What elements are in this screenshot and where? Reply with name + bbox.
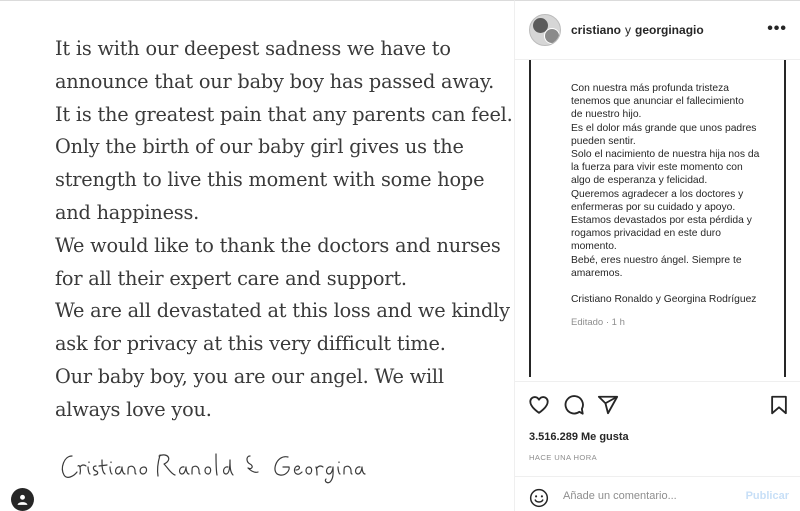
action-bar	[515, 381, 800, 425]
signature-drawing	[58, 448, 378, 484]
statement-line: Our baby boy, you are our angel. We will	[55, 364, 444, 388]
caption-signature: Cristiano Ronaldo y Georgina Rodríguez	[571, 294, 757, 306]
caption-line: la fuerza para vivir este momento con	[571, 162, 743, 174]
heart-icon[interactable]	[528, 394, 550, 416]
statement-line: strength to live this moment with some hope	[55, 168, 485, 192]
caption-line: enfermeras por su cuidado y apoyo.	[571, 201, 736, 213]
caption-line: algo de esperanza y felicidad.	[571, 175, 708, 187]
caption-line: Estamos devastados por esta pérdida y	[571, 215, 752, 227]
caption-spacer	[571, 280, 778, 293]
caption-line: Con nuestra más profunda tristeza	[571, 83, 729, 94]
caption-line: amaremos.	[571, 267, 623, 279]
statement-line: announce that our baby boy has passed away.	[55, 69, 495, 93]
handwritten-signature	[58, 448, 378, 484]
statement-line: ask for privacy at this very difficult time.	[55, 332, 446, 356]
caption-line: Queremos agradecer a los doctores y	[571, 188, 744, 200]
post-authors	[571, 23, 704, 37]
comment-icon[interactable]	[563, 394, 585, 416]
publish-button[interactable]: Publicar	[745, 490, 789, 502]
caption-line: de nuestro hijo.	[571, 109, 642, 121]
caption	[529, 60, 786, 377]
emoji-icon[interactable]	[529, 488, 549, 508]
edited-timestamp: Editado · 1 h	[571, 317, 625, 329]
bookmark-icon[interactable]	[768, 394, 790, 416]
post-details-panel	[514, 0, 800, 511]
comment-input[interactable]	[563, 485, 733, 507]
statement-line: It is with our deepest sadness we have to	[55, 37, 451, 60]
caption-line: Solo el nacimiento de nuestra hija nos da	[571, 149, 760, 161]
statement-line: We would like to thank the doctors and nurses	[55, 233, 501, 257]
avatar-part	[544, 28, 560, 44]
share-icon[interactable]	[597, 394, 619, 416]
posted-time: HACE UNA HORA	[529, 453, 598, 462]
statement-text	[55, 33, 513, 427]
statement-line: Only the birth of our baby girl gives us the	[55, 135, 464, 159]
statement-line: We are all devastated at this loss and we kindly	[55, 299, 510, 323]
statement-line: always love you.	[55, 397, 212, 421]
like-count[interactable]: 3.516.289 Me gusta	[529, 431, 629, 443]
statement-line: It is the greatest pain that any parents can feel.	[55, 102, 513, 126]
statement-line: for all their expert care and support.	[55, 266, 407, 290]
caption-line: tenemos que anunciar el fallecimiento	[571, 96, 744, 108]
profile-button[interactable]	[11, 488, 34, 511]
caption-line: rogamos privacidad en este duro	[571, 228, 721, 240]
author-link[interactable]: cristiano	[571, 23, 622, 37]
author-separator: y	[625, 23, 632, 37]
person-icon	[16, 493, 29, 506]
comment-bar	[515, 476, 800, 511]
caption-line: momento.	[571, 241, 617, 253]
caption-line: pueden sentir.	[571, 135, 636, 147]
post-header	[515, 1, 800, 60]
caption-line: Es el dolor más grande que unos padres	[571, 122, 757, 134]
avatar[interactable]	[529, 14, 561, 46]
more-options-button[interactable]: •••	[767, 20, 787, 37]
statement-line: and happiness.	[55, 200, 200, 224]
caption-line: Bebé, eres nuestro ángel. Siempre te	[571, 254, 742, 266]
coauthor-link[interactable]: georginagio	[635, 23, 704, 37]
